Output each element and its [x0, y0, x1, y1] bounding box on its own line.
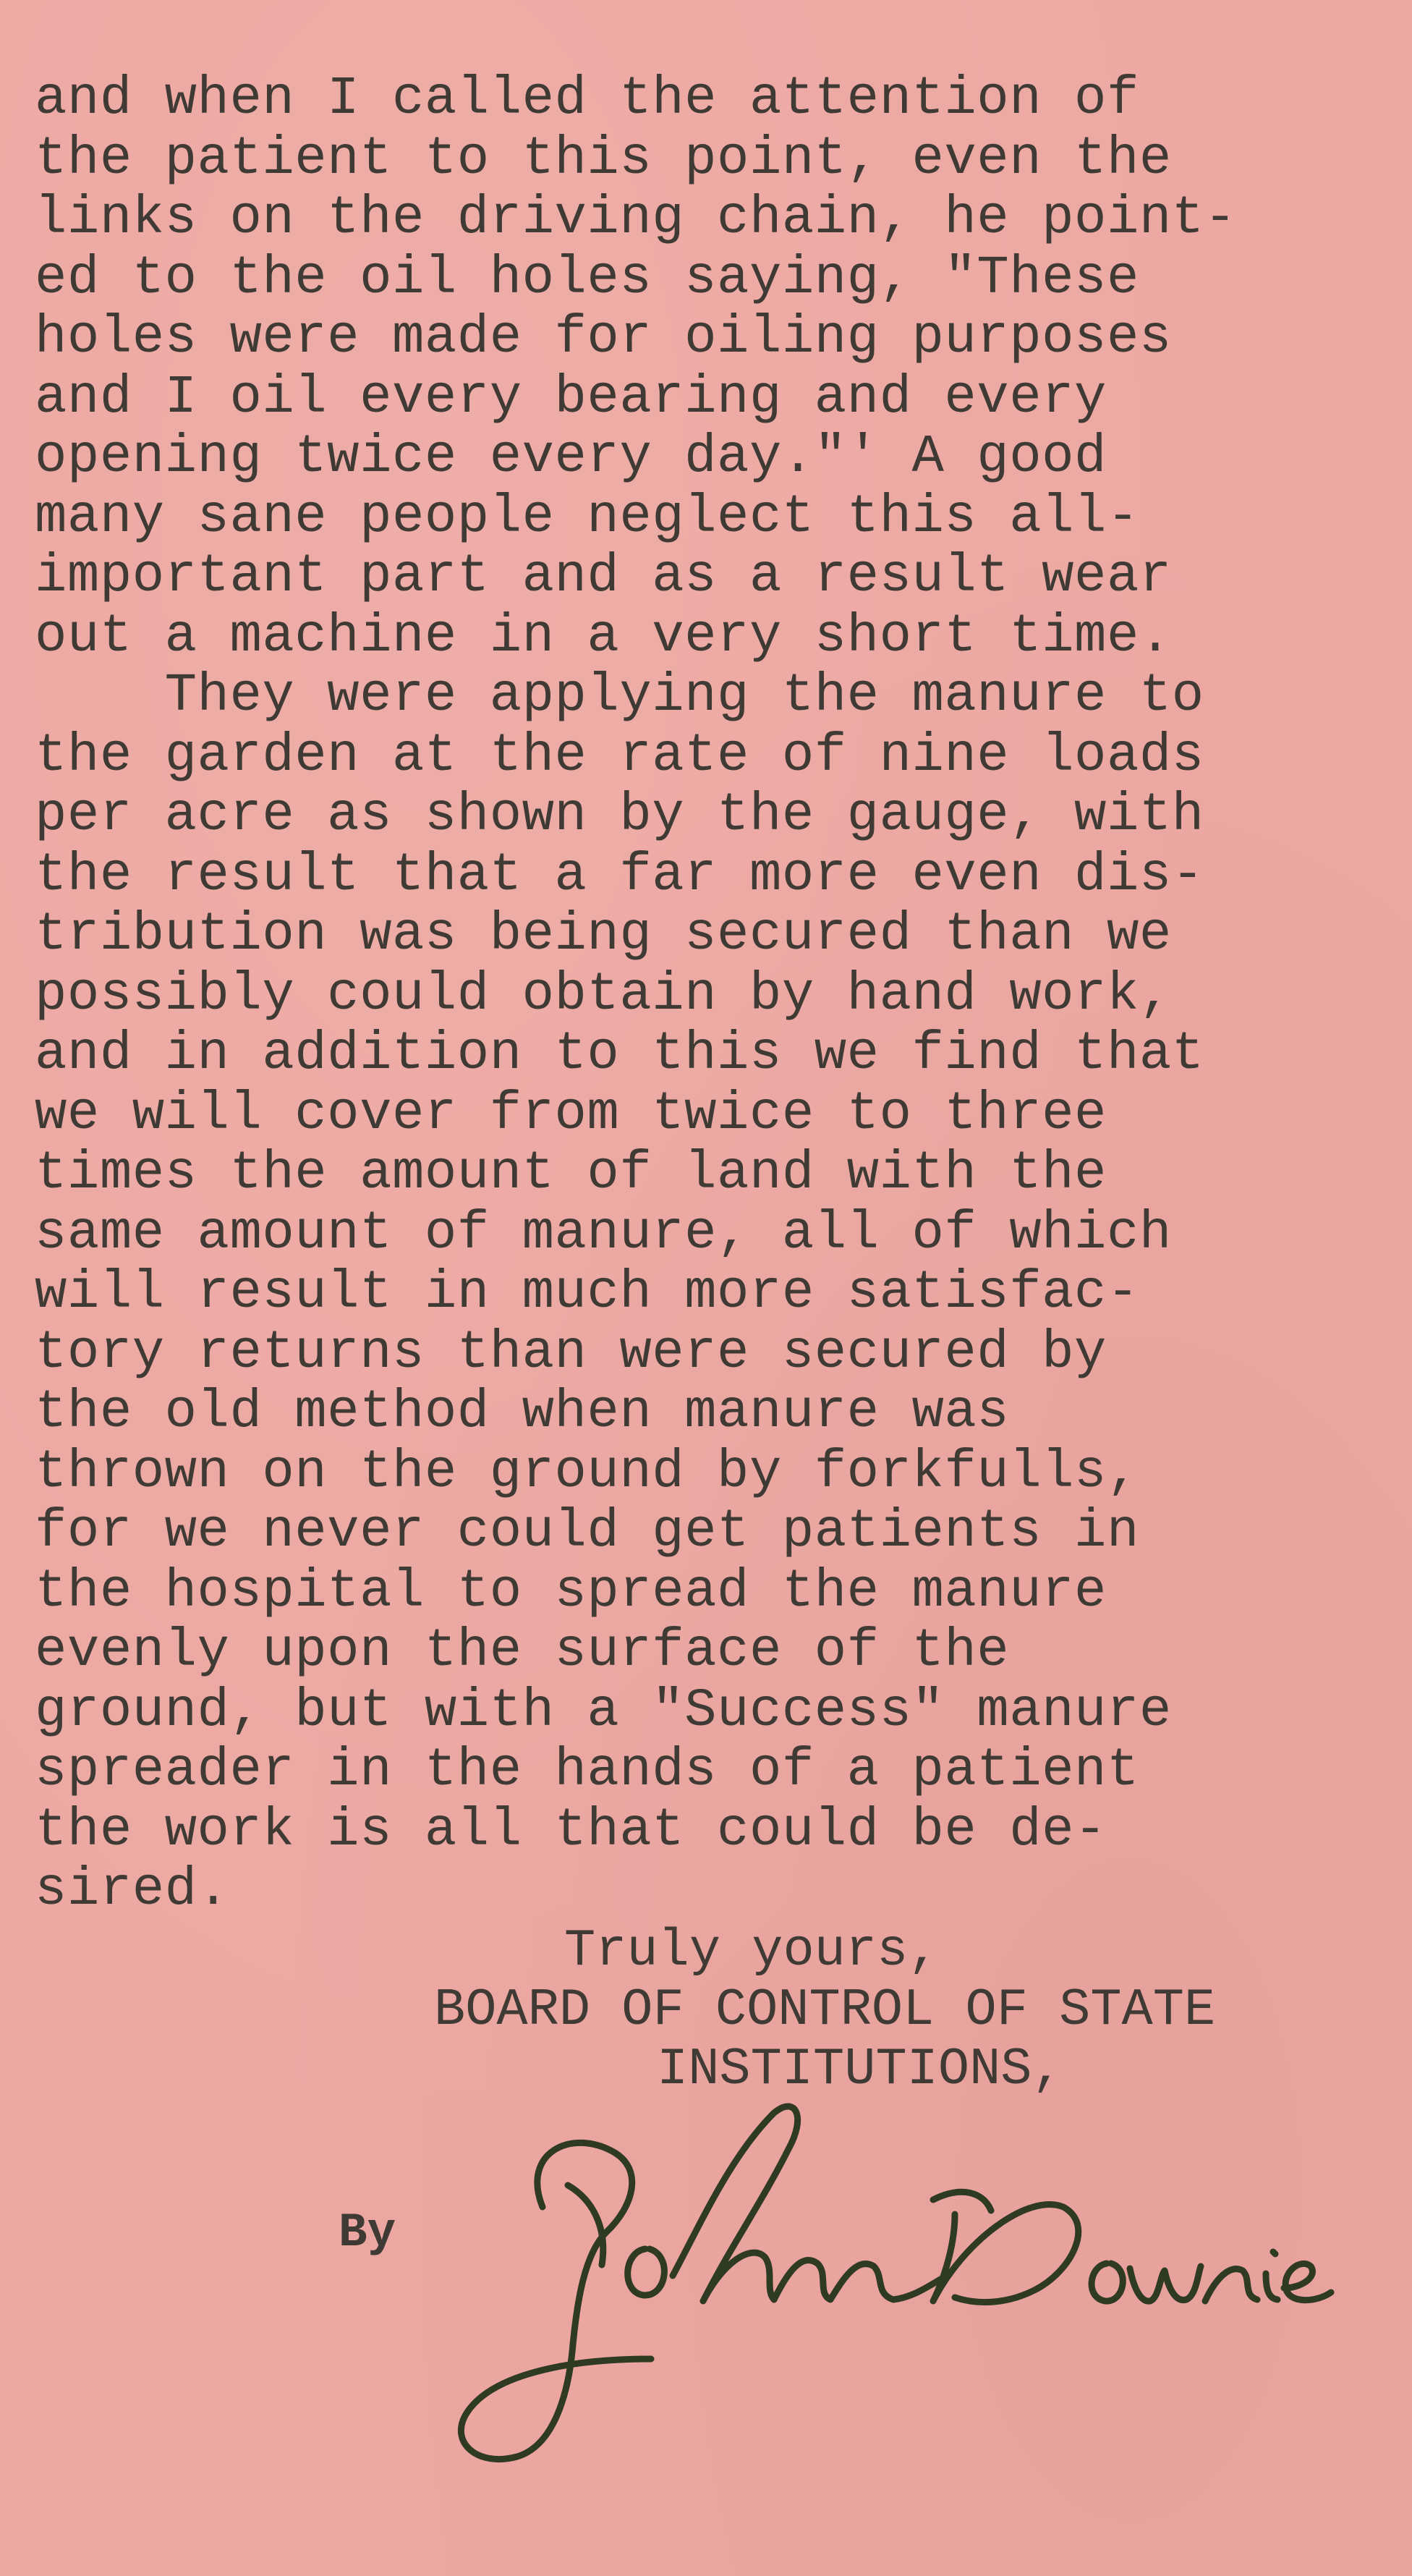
letter-line: spreader in the hands of a patient — [35, 1740, 1139, 1801]
letter-line: evenly upon the surface of the — [35, 1621, 1010, 1682]
letter-line: and I oil every bearing and every — [35, 367, 1107, 428]
letter-line: and in addition to this we find that — [35, 1024, 1204, 1085]
letter-line: possibly could obtain by hand work, — [35, 964, 1172, 1025]
closing-organization-line1: BOARD OF CONTROL OF STATE — [434, 1980, 1216, 2040]
letter-line: They were applying the manure to — [35, 666, 1204, 726]
letter-line: will result in much more satisfac- — [35, 1263, 1139, 1323]
by-label: By — [339, 2206, 396, 2260]
letter-line: same amount of manure, all of which — [35, 1203, 1172, 1264]
letter-line: tory returns than were secured by — [35, 1322, 1107, 1384]
closing-salutation: Truly yours, — [564, 1921, 940, 1980]
letter-line: tribution was being secured than we — [35, 904, 1172, 965]
letter-line: the result that a far more even dis- — [35, 844, 1204, 906]
letter-line: opening twice every day."' A good — [35, 427, 1107, 488]
letter-line: per acre as shown by the gauge, with — [35, 785, 1204, 846]
letter-line: we will cover from twice to three — [35, 1083, 1107, 1145]
letter-line: times the amount of land with the — [35, 1143, 1107, 1204]
letter-line: ed to the oil holes saying, "These — [35, 247, 1139, 309]
letter-body — [35, 69, 1395, 1920]
letter-line: out a machine in a very short time. — [35, 606, 1172, 667]
letter-line: ground, but with a "Success" manure — [35, 1680, 1172, 1742]
letter-line: links on the driving chain, he point- — [35, 188, 1237, 249]
letter-line: important part and as a result wear — [35, 546, 1172, 607]
closing-organization-line2: INSTITUTIONS, — [657, 2040, 1063, 2099]
letter-line: for we never could get patients in — [35, 1501, 1139, 1562]
letter-line: sired. — [35, 1860, 230, 1920]
letter-line: thrown on the ground by forkfulls, — [35, 1441, 1139, 1503]
letter-line: the garden at the rate of nine loads — [35, 725, 1204, 787]
letter-line: holes were made for oiling purposes — [35, 308, 1172, 368]
letter-line: the old method when manure was — [35, 1382, 1010, 1443]
letter-line: the hospital to spread the manure — [35, 1561, 1107, 1622]
letter-line: many sane people neglect this all- — [35, 486, 1139, 548]
letter-line: and when I called the attention of — [35, 69, 1139, 130]
handwritten-signature — [434, 2084, 1345, 2489]
letter-closing — [434, 1921, 1215, 2099]
letter-line: the work is all that could be de- — [35, 1800, 1107, 1861]
letter-line: the patient to this point, even the — [35, 128, 1172, 190]
